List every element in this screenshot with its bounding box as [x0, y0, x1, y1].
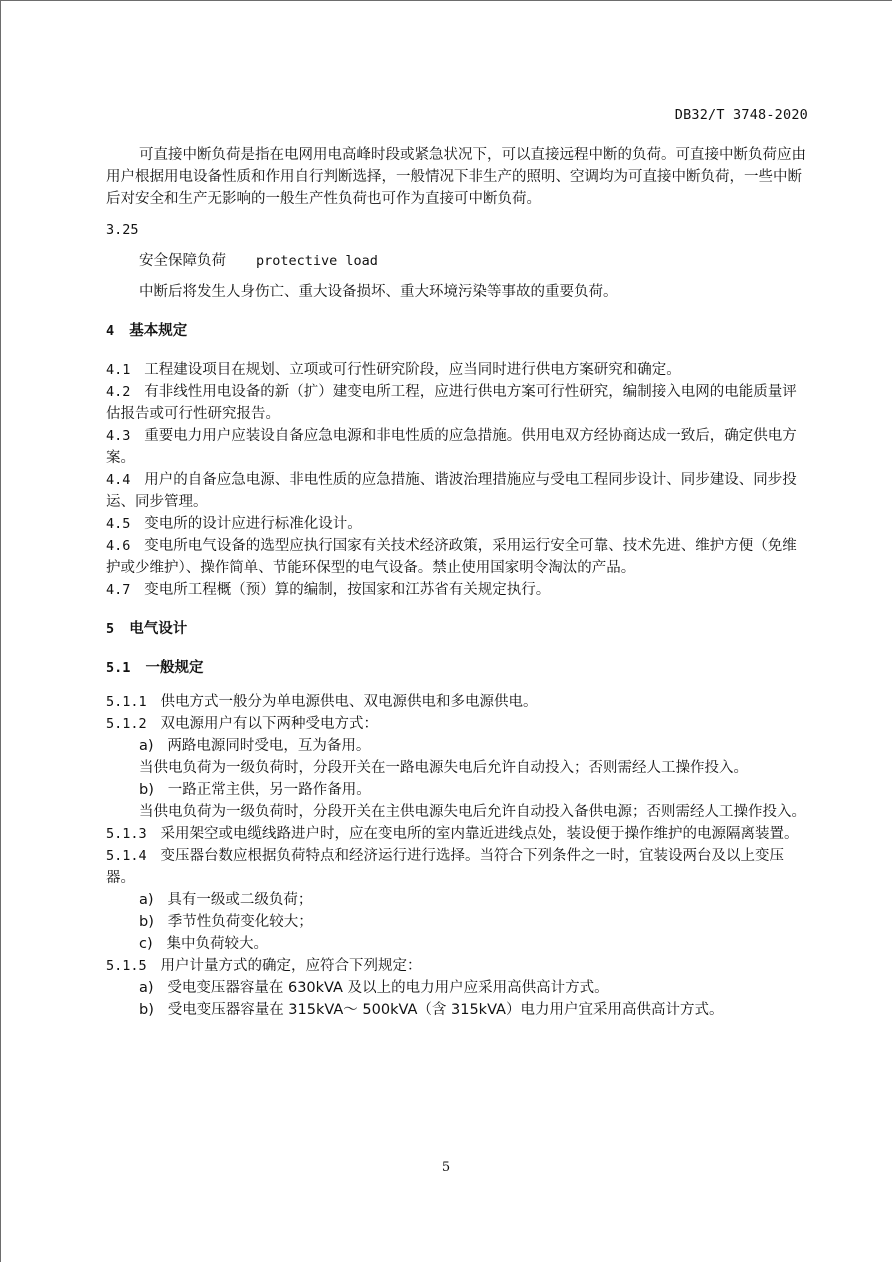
term-entry	[106, 250, 808, 272]
clause-5-1-2-item-a: a) 两路电源同时受电，互为备用。	[139, 738, 371, 754]
clause-5-1-4-item-a: a) 具有一级或二级负荷；	[139, 892, 313, 908]
page-content	[106, 144, 808, 1021]
clause-4-6: 4.6 变电所电气设备的选型应执行国家有关技术经济政策，采用运行安全可靠、技术先进、维护方便（免维护或少维护）、操作简单、节能环保型的电气设备。禁止使用国家明令淘汰的产品。	[106, 538, 797, 576]
clause-5-1-5: 5.1.5 用户计量方式的确定，应符合下列规定：	[106, 958, 422, 974]
clause-5-1-2-item-b: b) 一路正常主供，另一路作备用。	[139, 782, 371, 798]
section-4-heading: 4 基本规定	[106, 323, 188, 339]
clause-5-1-5-item-b: b) 受电变压器容量在 315kVA～ 500kVA（含 315kVA）电力用户宜采用高供高计方式。	[139, 1002, 724, 1018]
clause-4-4: 4.4 用户的自备应急电源、非电性质的应急措施、谐波治理措施应与受电工程同步设计、同步建设、同步投运、同步管理。	[106, 472, 797, 510]
section-5-heading: 5 电气设计	[106, 621, 188, 637]
clause-5-1-3: 5.1.3 采用架空或电缆线路进户时，应在变电所的室内靠近进线点处，装设便于操作维护的电源隔离装置。	[106, 826, 799, 842]
clause-4-7: 4.7 变电所工程概（预）算的编制，按国家和江苏省有关规定执行。	[106, 582, 551, 598]
clause-5-1-1: 5.1.1 供电方式一般分为单电源供电、双电源供电和多电源供电。	[106, 694, 538, 710]
term-en: protective load	[256, 253, 378, 269]
clause-4-2: 4.2 有非线性用电设备的新（扩）建变电所工程，应进行供电方案可行性研究，编制接入电网的电能质量评估报告或可行性研究报告。	[106, 384, 797, 422]
clause-4-1: 4.1 工程建设项目在规划、立项或可行性研究阶段，应当同时进行供电方案研究和确定。	[106, 362, 681, 378]
clause-5-1-4-item-c: c) 集中负荷较大。	[139, 936, 268, 952]
paragraph-interruptible-load: 可直接中断负荷是指在电网用电高峰时段或紧急状况下，可以直接远程中断的负荷。可直接中断负荷应由用户根据用电设备性质和作用自行判断选择，一般情况下非生产的照明、空调均为可直接中断负荷，一些中断后对安全和生产无影响的一般生产性负荷也可作为直接可中断负荷。	[106, 147, 806, 207]
left-frame-line	[0, 0, 1, 1262]
clause-5-1-2-note-a: 当供电负荷为一级负荷时，分段开关在一路电源失电后允许自动投入；否则需经人工操作投入。	[139, 760, 748, 776]
top-frame-line	[0, 0, 892, 1]
clause-4-5: 4.5 变电所的设计应进行标准化设计。	[106, 516, 362, 532]
clause-4-3: 4.3 重要电力用户应装设自备应急电源和非电性质的应急措施。供用电双方经协商达成一致后，确定供电方案。	[106, 428, 797, 466]
term-definition: 中断后将发生人身伤亡、重大设备损坏、重大环境污染等事故的重要负荷。	[139, 284, 618, 300]
clause-5-1-4-item-b: b) 季节性负荷变化较大；	[139, 914, 313, 930]
term-number: 3.25	[106, 222, 139, 238]
clause-5-1-5-item-a: a) 受电变压器容量在 630kVA 及以上的电力用户应采用高供高计方式。	[139, 980, 609, 996]
clause-5-1-2: 5.1.2 双电源用户有以下两种受电方式：	[106, 716, 378, 732]
term-zh: 安全保障负荷	[139, 253, 226, 269]
clause-5-1-2-note-b: 当供电负荷为一级负荷时，分段开关在主供电源失电后允许自动投入备供电源；否则需经人工操作投入。	[139, 804, 806, 820]
document-code: DB32/T 3748-2020	[674, 107, 808, 123]
section-5-1-heading: 5.1 一般规定	[106, 660, 204, 676]
clause-5-1-4: 5.1.4 变压器台数应根据负荷特点和经济运行进行选择。当符合下列条件之一时，宜装设两台及以上变压器。	[106, 848, 784, 886]
page-number: 5	[441, 1160, 451, 1175]
